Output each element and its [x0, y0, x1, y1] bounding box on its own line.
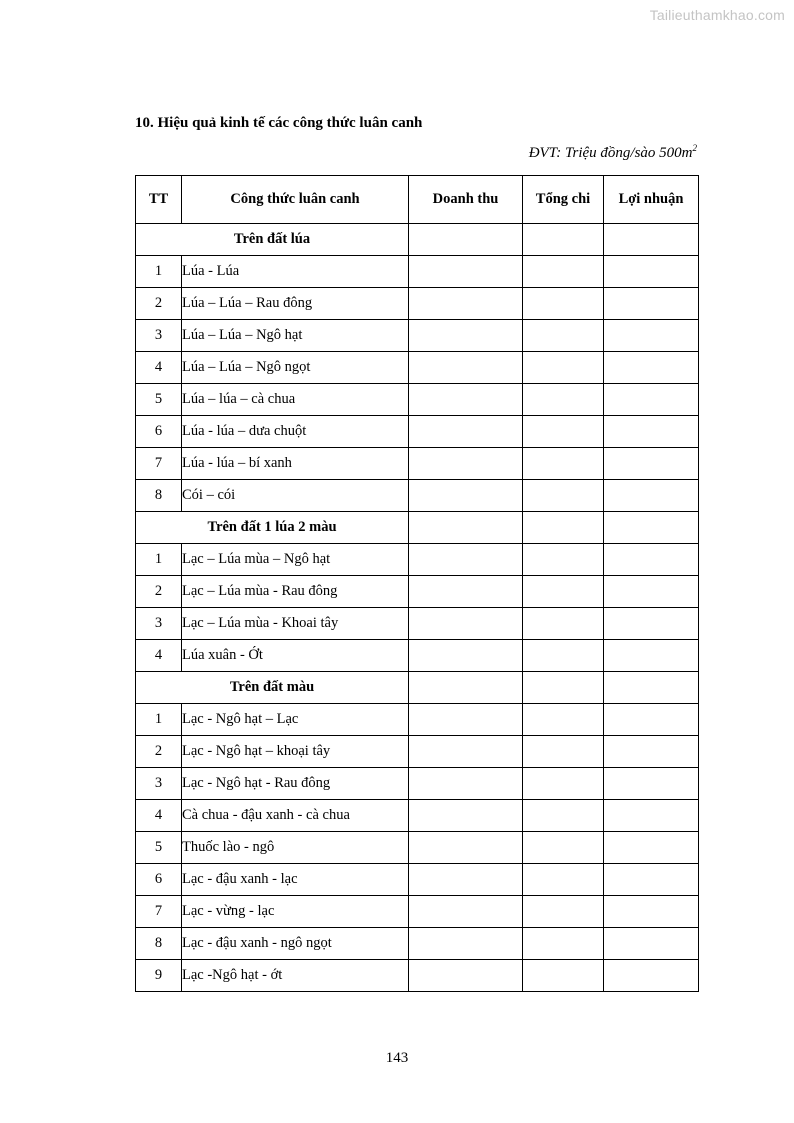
rotation-formula: Lạc - Ngô hạt – khoại tây: [182, 736, 409, 768]
total-cost-cell: [523, 672, 604, 704]
total-cost-cell: [523, 448, 604, 480]
profit-cell: [604, 640, 699, 672]
row-number: 7: [136, 448, 182, 480]
revenue-cell: [409, 480, 523, 512]
rotation-formula: Cói – cói: [182, 480, 409, 512]
revenue-cell: [409, 768, 523, 800]
revenue-cell: [409, 544, 523, 576]
row-number: 2: [136, 288, 182, 320]
profit-cell: [604, 960, 699, 992]
rotation-formula: Lạc - đậu xanh - ngô ngọt: [182, 928, 409, 960]
revenue-cell: [409, 960, 523, 992]
row-number: 1: [136, 544, 182, 576]
rotation-formula: Lạc - Ngô hạt – Lạc: [182, 704, 409, 736]
revenue-cell: [409, 928, 523, 960]
total-cost-cell: [523, 416, 604, 448]
section-row: [136, 672, 699, 704]
row-number: 3: [136, 320, 182, 352]
row-number: 8: [136, 928, 182, 960]
total-cost-cell: [523, 384, 604, 416]
header-formula: Công thức luân canh: [182, 176, 409, 224]
header-total-cost: Tổng chi: [523, 176, 604, 224]
profit-cell: [604, 416, 699, 448]
row-number: 2: [136, 736, 182, 768]
profit-cell: [604, 448, 699, 480]
rotation-formula: Lúa – Lúa – Ngô hạt: [182, 320, 409, 352]
rotation-formula: Lúa – Lúa – Rau đông: [182, 288, 409, 320]
profit-cell: [604, 896, 699, 928]
revenue-cell: [409, 384, 523, 416]
revenue-cell: [409, 896, 523, 928]
total-cost-cell: [523, 800, 604, 832]
row-number: 4: [136, 352, 182, 384]
row-number: 9: [136, 960, 182, 992]
profit-cell: [604, 608, 699, 640]
table-row: [136, 352, 699, 384]
total-cost-cell: [523, 576, 604, 608]
row-number: 4: [136, 640, 182, 672]
total-cost-cell: [523, 256, 604, 288]
revenue-cell: [409, 512, 523, 544]
revenue-cell: [409, 736, 523, 768]
unit-superscript: 2: [692, 143, 697, 153]
row-number: 2: [136, 576, 182, 608]
rotation-formula: Lạc – Lúa mùa - Khoai tây: [182, 608, 409, 640]
table-row: [136, 448, 699, 480]
row-number: 8: [136, 480, 182, 512]
watermark: Tailieuthamkhao.com: [649, 7, 785, 23]
rotation-formula: Lạc - vừng - lạc: [182, 896, 409, 928]
rotation-formula: Lạc – Lúa mùa - Rau đông: [182, 576, 409, 608]
total-cost-cell: [523, 480, 604, 512]
table-row: [136, 320, 699, 352]
row-number: 3: [136, 768, 182, 800]
table-row: [136, 928, 699, 960]
table-row: [136, 640, 699, 672]
rotation-formula: Lúa xuân - Ớt: [182, 640, 409, 672]
revenue-cell: [409, 672, 523, 704]
table-header: [136, 176, 699, 224]
total-cost-cell: [523, 288, 604, 320]
row-number: 1: [136, 704, 182, 736]
profit-cell: [604, 320, 699, 352]
table-row: [136, 704, 699, 736]
row-number: 3: [136, 608, 182, 640]
profit-cell: [604, 384, 699, 416]
revenue-cell: [409, 416, 523, 448]
rotation-formula: Lạc - đậu xanh - lạc: [182, 864, 409, 896]
total-cost-cell: [523, 640, 604, 672]
profit-cell: [604, 800, 699, 832]
total-cost-cell: [523, 832, 604, 864]
total-cost-cell: [523, 608, 604, 640]
table-row: [136, 256, 699, 288]
unit-note: [529, 145, 697, 162]
profit-cell: [604, 256, 699, 288]
profit-cell: [604, 576, 699, 608]
rotation-efficiency-table: [135, 175, 699, 992]
table-row: [136, 384, 699, 416]
profit-cell: [604, 288, 699, 320]
total-cost-cell: [523, 512, 604, 544]
profit-cell: [604, 704, 699, 736]
rotation-formula: Lúa - lúa – dưa chuột: [182, 416, 409, 448]
revenue-cell: [409, 320, 523, 352]
total-cost-cell: [523, 864, 604, 896]
revenue-cell: [409, 576, 523, 608]
profit-cell: [604, 224, 699, 256]
rotation-formula: Lúa – Lúa – Ngô ngọt: [182, 352, 409, 384]
total-cost-cell: [523, 544, 604, 576]
rotation-formula: Lạc - Ngô hạt - Rau đông: [182, 768, 409, 800]
row-number: 5: [136, 832, 182, 864]
rotation-formula: Lạc -Ngô hạt - ớt: [182, 960, 409, 992]
row-number: 1: [136, 256, 182, 288]
header-row: [136, 176, 699, 224]
table-row: [136, 864, 699, 896]
page-number: 143: [385, 1050, 409, 1066]
table-row: [136, 416, 699, 448]
profit-cell: [604, 544, 699, 576]
total-cost-cell: [523, 928, 604, 960]
total-cost-cell: [523, 768, 604, 800]
row-number: 4: [136, 800, 182, 832]
unit-text: ĐVT: Triệu đồng/sào 500m: [528, 145, 693, 161]
section-title: Trên đất lúa: [136, 224, 409, 256]
section-heading: 10. Hiệu quả kinh tế các công thức luân canh: [135, 115, 423, 131]
revenue-cell: [409, 800, 523, 832]
table-row: [136, 480, 699, 512]
table-row: [136, 960, 699, 992]
profit-cell: [604, 864, 699, 896]
revenue-cell: [409, 224, 523, 256]
rotation-formula: Lạc – Lúa mùa – Ngô hạt: [182, 544, 409, 576]
table-body: [136, 224, 699, 992]
table-row: [136, 800, 699, 832]
header-profit: Lợi nhuận: [604, 176, 699, 224]
header-revenue: Doanh thu: [409, 176, 523, 224]
rotation-formula: Lúa – lúa – cà chua: [182, 384, 409, 416]
section-title: Trên đất 1 lúa 2 màu: [136, 512, 409, 544]
profit-cell: [604, 736, 699, 768]
profit-cell: [604, 768, 699, 800]
profit-cell: [604, 672, 699, 704]
header-tt: TT: [136, 176, 182, 224]
revenue-cell: [409, 256, 523, 288]
revenue-cell: [409, 640, 523, 672]
profit-cell: [604, 928, 699, 960]
revenue-cell: [409, 288, 523, 320]
rotation-formula: Thuốc lào - ngô: [182, 832, 409, 864]
total-cost-cell: [523, 224, 604, 256]
table-row: [136, 544, 699, 576]
profit-cell: [604, 480, 699, 512]
revenue-cell: [409, 704, 523, 736]
total-cost-cell: [523, 960, 604, 992]
row-number: 7: [136, 896, 182, 928]
section-title: Trên đất màu: [136, 672, 409, 704]
section-row: [136, 224, 699, 256]
revenue-cell: [409, 352, 523, 384]
table-row: [136, 736, 699, 768]
total-cost-cell: [523, 736, 604, 768]
table-row: [136, 288, 699, 320]
total-cost-cell: [523, 320, 604, 352]
revenue-cell: [409, 608, 523, 640]
table-row: [136, 832, 699, 864]
total-cost-cell: [523, 352, 604, 384]
table-row: [136, 576, 699, 608]
rotation-formula: Lúa - lúa – bí xanh: [182, 448, 409, 480]
section-row: [136, 512, 699, 544]
row-number: 6: [136, 864, 182, 896]
row-number: 5: [136, 384, 182, 416]
total-cost-cell: [523, 704, 604, 736]
rotation-formula: Cà chua - đậu xanh - cà chua: [182, 800, 409, 832]
profit-cell: [604, 832, 699, 864]
revenue-cell: [409, 864, 523, 896]
rotation-formula: Lúa - Lúa: [182, 256, 409, 288]
profit-cell: [604, 512, 699, 544]
revenue-cell: [409, 448, 523, 480]
table-row: [136, 768, 699, 800]
revenue-cell: [409, 832, 523, 864]
row-number: 6: [136, 416, 182, 448]
table-row: [136, 896, 699, 928]
profit-cell: [604, 352, 699, 384]
total-cost-cell: [523, 896, 604, 928]
table-row: [136, 608, 699, 640]
